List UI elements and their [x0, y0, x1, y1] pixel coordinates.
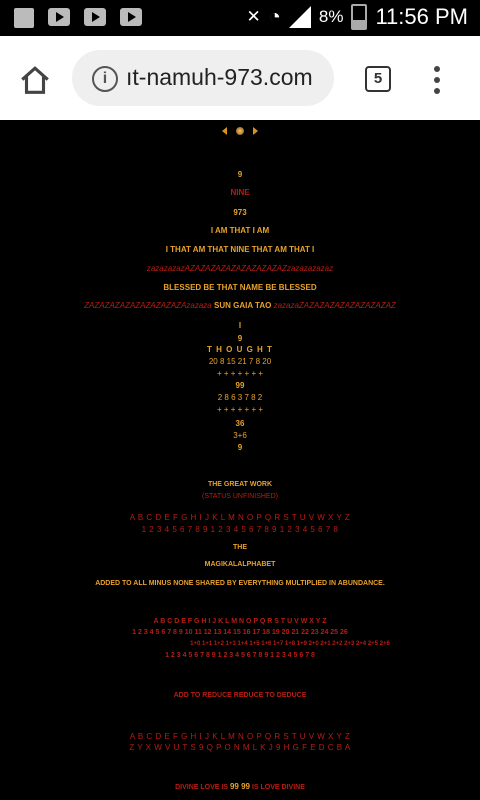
youtube-icon — [84, 8, 106, 26]
line-i-that: I THAT AM THAT NINE THAT AM THAT I — [165, 245, 315, 254]
home-icon[interactable] — [18, 64, 52, 98]
mute-icon: ✕ — [246, 7, 261, 26]
add-reduce-line: ADD TO REDUCE REDUCE TO DEDUCE — [173, 692, 307, 699]
info-icon[interactable]: i — [92, 66, 118, 92]
cross-3p6: 3+6 — [233, 431, 247, 440]
status-bar — [0, 0, 480, 36]
url-text[interactable]: ıt-namuh-973.com — [126, 64, 313, 90]
alphabet-3-reversed: Z Y X W V U T S 9 Q P O N M L K J 9 H G F E D C B A — [129, 743, 351, 752]
thought-nums: 20 8 15 21 7 8 20 — [208, 357, 272, 366]
za-right: zazazaZAZAZAZAZAZAZAZAZAZ — [273, 301, 396, 310]
alphabet-3-letters: A B C D E F G H I J K L M N O P Q R S T U V W X Y Z — [129, 732, 351, 741]
magikal-alphabet-title: MAGIKALALPHABET — [204, 561, 276, 568]
alphabet-2-numbers: 1 2 3 4 5 6 7 8 9 10 11 12 13 14 15 16 17 18 19 20 21 22 23 24 25 26 — [132, 629, 348, 636]
overflow-menu-icon[interactable] — [434, 66, 440, 99]
digits-row: 2 8 6 3 7 8 2 — [217, 393, 263, 402]
status-unfinished: (STATUS UNFINISHED) — [202, 493, 278, 500]
battery-icon — [351, 4, 367, 30]
page-content — [0, 120, 480, 800]
alphabet-2-sums: 1+0 1+1 1+2 1+3 1+4 1+5 1+6 1+7 1+8 1+9 2+0 2+1 2+2 2+3 2+4 2+5 2+6 — [190, 641, 390, 647]
divine-99: 99 99 — [229, 782, 251, 791]
plus-row-2: + + + + + + + — [216, 405, 264, 414]
alphabet-2-letters: A B C D E F G H I J K L M N O P Q R S T U V W X Y Z — [153, 618, 327, 625]
clock: 11:56 PM — [375, 4, 468, 29]
alphabet-1-numbers: 1 2 3 4 5 6 7 8 9 1 2 3 4 5 6 7 8 9 1 2 3 4 5 6 7 8 — [141, 525, 339, 534]
alphabet-1-letters: A B C D E F G H I J K L M N O P Q R S T U V W X Y Z — [129, 513, 351, 522]
line-i-am: I AM THAT I AM — [210, 226, 270, 235]
great-work-title: THE GREAT WORK — [207, 481, 273, 488]
orb-icon — [236, 127, 244, 135]
cross-36: 36 — [235, 419, 245, 428]
za-left: ZAZAZAZAZAZAZAZAZAZAzazaza — [84, 301, 212, 310]
sun-gaia-tao: SUN GAIA TAO — [213, 301, 272, 310]
next-arrow-icon[interactable] — [253, 127, 258, 135]
za-line-1: zazazazazAZAZAZAZAZAZAZAZAZAZzazazazazaz — [146, 264, 334, 273]
gallery-icon — [14, 8, 34, 28]
cross-99: 99 — [235, 381, 245, 390]
address-bar[interactable] — [72, 50, 334, 106]
battery-percent: 8% — [318, 7, 344, 26]
thought-row: T H O U G H T — [207, 345, 273, 354]
cross-i: I — [238, 321, 242, 330]
divine-right: IS LOVE DIVINE — [251, 784, 305, 791]
the-label: THE — [233, 544, 247, 551]
tab-switcher-button[interactable]: 5 — [365, 66, 391, 92]
blessed-line: BLESSED BE THAT NAME BE BLESSED — [163, 283, 317, 292]
cross-9b: 9 — [237, 443, 243, 452]
alphabet-2-reduced: 1 2 3 4 5 6 7 8 9 1 2 3 4 5 6 7 8 9 1 2 3 4 5 6 7 8 — [165, 652, 315, 659]
line-nine: NINE — [230, 188, 250, 197]
slide-nav[interactable] — [222, 126, 258, 136]
wifi-icon: ◔ — [268, 5, 281, 28]
line-9: 9 — [237, 170, 243, 179]
sun-gaia-line — [0, 301, 480, 310]
plus-row-1: + + + + + + + — [216, 369, 264, 378]
browser-toolbar — [0, 36, 480, 120]
divine-love-line — [0, 782, 480, 791]
divine-left: DIVINE LOVE IS — [175, 784, 229, 791]
added-to-all-line: ADDED TO ALL MINUS NONE SHARED BY EVERYTHING MULTIPLIED IN ABUNDANCE. — [95, 580, 385, 587]
line-973: 973 — [233, 208, 247, 217]
prev-arrow-icon[interactable] — [222, 127, 227, 135]
cross-9: 9 — [237, 334, 243, 343]
youtube-icon — [48, 8, 70, 26]
youtube-icon — [120, 8, 142, 26]
signal-icon — [289, 6, 311, 28]
